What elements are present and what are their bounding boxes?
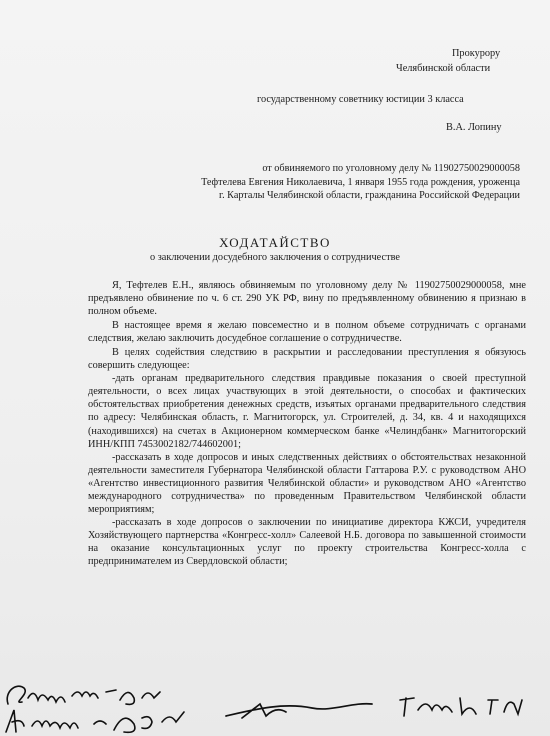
body-paragraph-5: -рассказать в ходе допросов и иных следственных действиях о обстоятельствах незаконной деятельности заместителя Губернатора Челябинской области Гаттарова Р.У. с руководством АНО «Агентство инвестиционного развития Челябинской области» и руководством АНО «Агентство международного сотрудничества» по проведенным Правительством Челябинской области мероприятиям; bbox=[88, 451, 526, 515]
document-title: ХОДАТАЙСТВО bbox=[219, 235, 331, 250]
body-paragraph-4: -дать органам предварительного следствия правдивые показания о своей преступной деятельности, о всех лицах участвующих в этой деятельности, о способах и фактических обстоятельствах приобретения денежных средств, изъятых органами предварительного следствия по адресу: Челябинская область, г. Магнитогорск, ул. Строителей, д. 34, кв. 4 и находящихся (находившихся) на счетах в Акционерном коммерческом банке «Челиндбанк» Магнитогорский ИНН/КПП 7453002182/744602001; bbox=[88, 373, 526, 450]
sender-block bbox=[96, 162, 520, 203]
body-paragraph-1: Я, Тефтелев Е.Н., являюсь обвиняемым по уголовному делу № 11902750029000058, мне предъявлено обвинение по ч. 6 ст. 290 УК РФ, вину по предъявленному обвинению я признаю в полном объеме. bbox=[88, 280, 526, 318]
signature-left-bottom bbox=[2, 704, 202, 736]
addressee-line-2: Челябинской области bbox=[396, 63, 491, 74]
signature-right bbox=[396, 690, 536, 720]
sender-line-1: от обвиняемого по уголовному делу № 11902750029000058 bbox=[262, 163, 520, 174]
signature-center bbox=[222, 694, 382, 724]
sender-line-2: Тефтелева Евгения Николаевича, 1 января 1955 года рождения, уроженца bbox=[201, 176, 520, 188]
document-subtitle: о заключении досудебного заключения о сотрудничестве bbox=[150, 252, 400, 263]
addressee-line-4: В.А. Лопину bbox=[446, 122, 502, 133]
document-body bbox=[88, 279, 526, 568]
sender-line-3: г. Карталы Челябинской области, гражданина Российской Федерации bbox=[219, 190, 520, 201]
addressee-line-3: государственному советнику юстиции 3 класса bbox=[257, 94, 464, 105]
body-paragraph-3: В целях содействия следствию в раскрытии и расследовании преступления я обязуюсь совершить следующее: bbox=[88, 347, 526, 372]
body-paragraph-2: В настоящее время я желаю повсеместно и в полном объеме сотрудничать с органами следствия, желаю заключить досудебное соглашение о сотрудничестве. bbox=[88, 320, 526, 345]
body-paragraph-6: -рассказать в ходе допросов о заключении по инициативе директора КЖСИ, учредителя Хозяйствующего партнерства «Конгресс-холл» Салеевой Н.Б. договора по завышенной стоимости на оказание консультационных услуг по проекту строительства Конгресс-холла с предпринимателем из Свердловской области; bbox=[88, 516, 526, 567]
addressee-line-1: Прокурору bbox=[452, 48, 501, 59]
